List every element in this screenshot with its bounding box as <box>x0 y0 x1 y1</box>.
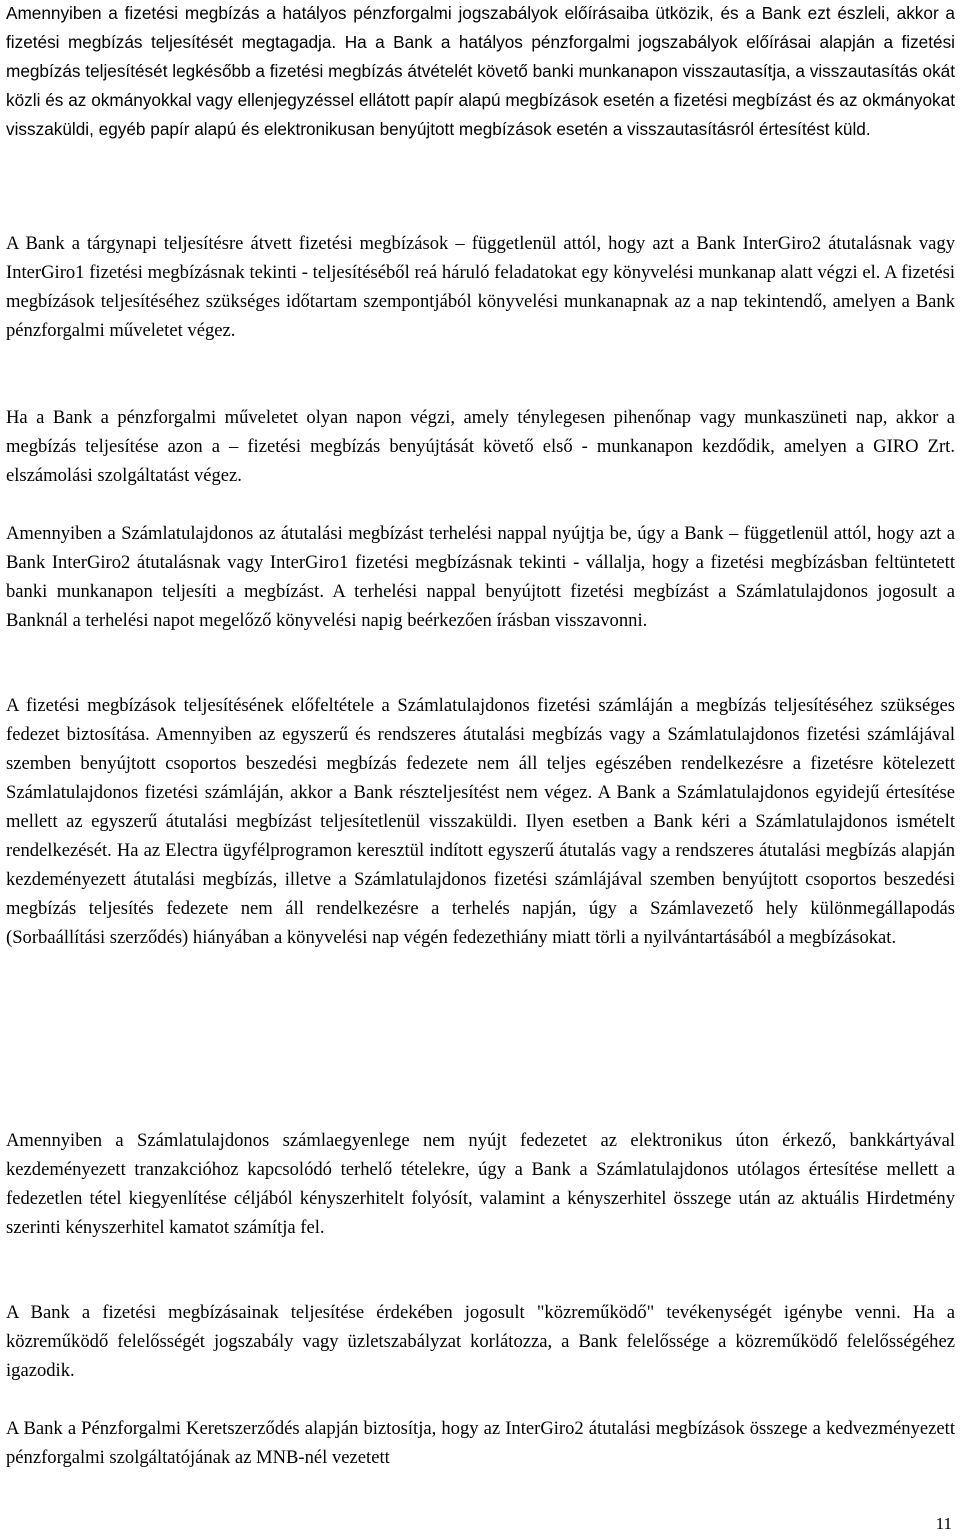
paragraph-framework-agreement: A Bank a Pénzforgalmi Keretszerződés alapján biztosítja, hogy az InterGiro2 átutalási megbízások összege a kedvezményezett pénzforgalmi szolgáltatójának az MNB-nél vezetett <box>6 1418 955 1468</box>
page-number: 11 <box>935 1514 952 1533</box>
paragraph-debit-date-orders: Amennyiben a Számlatulajdonos az átutalási megbízást terhelési nappal nyújtja be, úgy a Bank – függetlenül attól, hogy azt a Bank InterGiro2 átutalásnak vagy InterGiro1 fizetési megbízásnak tekinti - vállalja, hogy a fizetési megbízásban feltüntetett banki munkanapon teljesíti a megbízást. A terhelési nappal benyújtott fizetési megbízást a Számlatulajdonos jogosult a Banknál a terhelési napot megelőző könyvelési napig beérkezően írásban visszavonni. <box>6 523 955 631</box>
paragraph-rest-day-operations: Ha a Bank a pénzforgalmi műveletet olyan napon végzi, amely ténylegesen pihenőnap vagy munkaszüneti nap, akkor a megbízás teljesítése azon a – fizetési megbízás benyújtását követő első - munkanapon kezdődik, amelyen a GIRO Zrt. elszámolási szolgáltatást végez. <box>6 407 955 486</box>
paragraph-rejection-of-payment-order: Amennyiben a fizetési megbízás a hatályos pénzforgalmi jogszabályok előírásaiba ütközik, és a Bank ezt észleli, akkor a fizetési megbízás teljesítését megtagadja. Ha a Bank a hatályos pénzforgalmi jogszabályok előírásai alapján a fizetési megbízás teljesítését legkésőbb a fizetési megbízás átvételét követő banki munkanapon visszautasítja, a visszautasítás okát közli és az okmányokkal vagy ellenjegyzéssel ellátott papír alapú megbízások esetén a fizetési megbízást és az okmányokat visszaküldi, egyéb papír alapú és elektronikusan benyújtott megbízások esetén a visszautasításról értesítést küld. <box>6 3 955 139</box>
paragraph-same-day-execution: A Bank a tárgynapi teljesítésre átvett fizetési megbízások – függetlenül attól, hogy azt a Bank InterGiro2 átutalásnak vagy InterGiro1 fizetési megbízásnak tekinti - teljesítéséből reá háruló feladatokat egy könyvelési munkanap alatt végzi el. A fizetési megbízások teljesítéséhez szükséges időtartam szempontjából könyvelési munkanapnak az a nap tekintendő, amelyen a Bank pénzforgalmi műveletet végez. <box>6 233 955 341</box>
paragraph-coverage-requirement: A fizetési megbízások teljesítésének előfeltétele a Számlatulajdonos fizetési számláján a megbízás teljesítéséhez szükséges fedezet biztosítása. Amennyiben az egyszerű és rendszeres átutalási megbízás vagy a Számlatulajdonos fizetési számlájával szemben benyújtott csoportos beszedési megbízás fedezete nem áll teljes egészében rendelkezésre a fizetésre kötelezett Számlatulajdonos fizetési számláján, akkor a Bank részteljesítést nem végez. A Bank a Számlatulajdonos egyidejű értesítése mellett az egyszerű átutalási megbízást teljesítetlenül visszaküldi. Ilyen esetben a Bank kéri a Számlatulajdonos ismételt rendelkezését. Ha az Electra ügyfélprogramon keresztül indított egyszerű átutalás vagy a rendszeres átutalási megbízás alapján kezdeményezett átutalási megbízás, illetve a Számlatulajdonos fizetési számlájával szemben benyújtott csoportos beszedési megbízás teljesítés fedezete nem áll rendelkezésre a terhelés napján, úgy a Számlavezető hely különmegállapodás (Sorbaállítási szerződés) hiányában a könyvelési nap végén fedezethiány miatt törli a nyilvántartásából a megbízásokat. <box>6 695 955 948</box>
paragraph-forced-credit: Amennyiben a Számlatulajdonos számlaegyenlege nem nyújt fedezetet az elektronikus úton érkező, bankkártyával kezdeményezett tranzakcióhoz kapcsolódó terhelő tételekre, úgy a Bank a Számlatulajdonos utólagos értesítése mellett a fedezetlen tétel kiegyenlítése céljából kényszerhitelt folyósít, valamint a kényszerhitel összege után az aktuális Hirdetmény szerinti kényszerhitel kamatot számítja fel. <box>6 1130 955 1238</box>
paragraph-intermediary: A Bank a fizetési megbízásainak teljesítése érdekében jogosult "közreműködő" tevékenységét igénybe venni. Ha a közreműködő felelősségét jogszabály vagy üzletszabályzat korlátozza, a Bank felelőssége a közreműködő felelősségéhez igazodik. <box>6 1302 955 1381</box>
